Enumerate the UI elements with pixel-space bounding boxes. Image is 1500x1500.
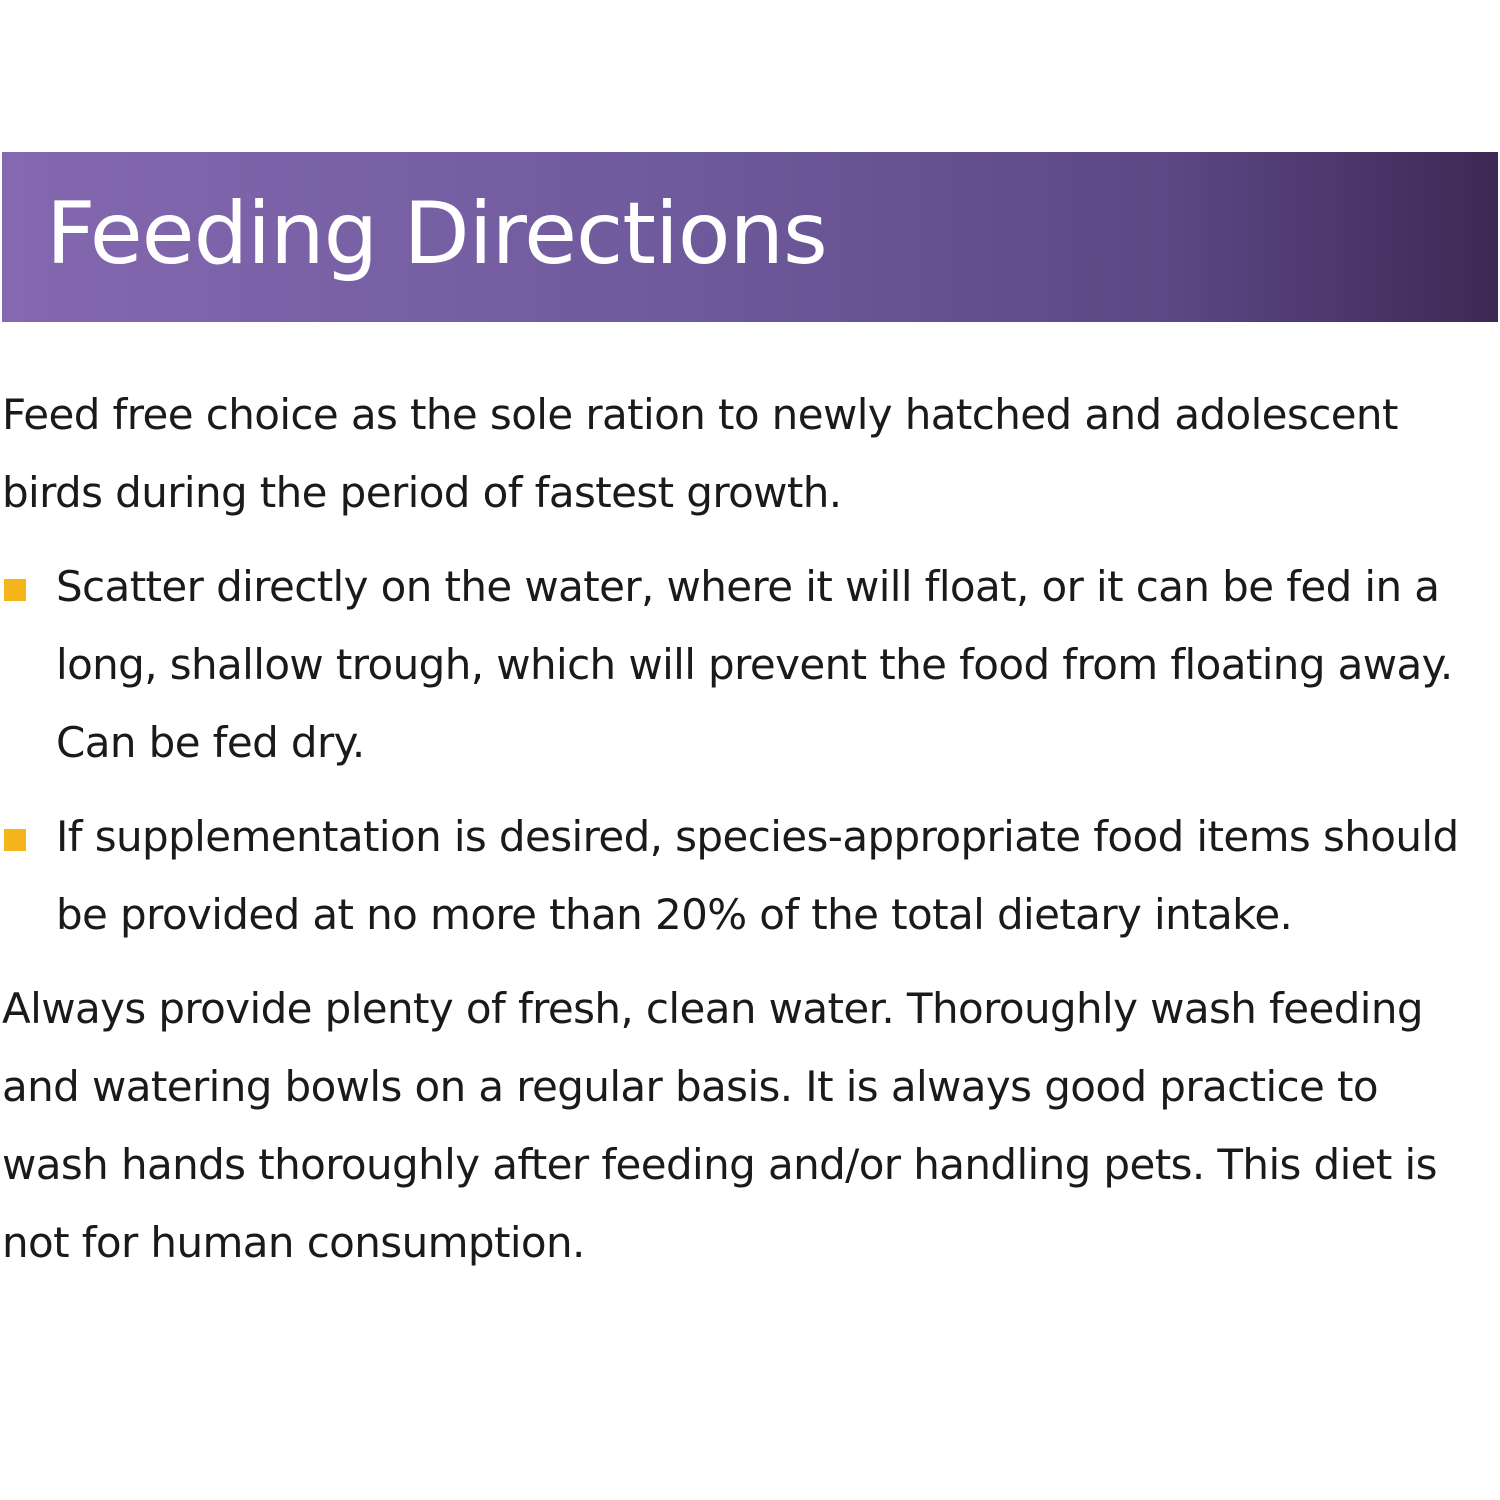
- list-item: [2, 798, 1482, 954]
- directions-content: [2, 376, 1482, 1282]
- list-item: [2, 548, 1482, 782]
- closing-paragraph: Always provide plenty of fresh, clean water. Thoroughly wash feeding and watering bowls on a regular basis. It is always good practice to wash hands thoroughly after feeding and/or handling pets. This diet is not for human consumption.: [2, 984, 1437, 1267]
- header-banner: [2, 152, 1498, 322]
- square-bullet-icon: [4, 579, 26, 601]
- bullet-text: If supplementation is desired, species-appropriate food items should be provided at no more than 20% of the total dietary intake.: [56, 812, 1459, 939]
- intro-paragraph: Feed free choice as the sole ration to newly hatched and adolescent birds during the period of fastest growth.: [2, 390, 1398, 517]
- square-bullet-icon: [4, 829, 26, 851]
- page-title: Feeding Directions: [46, 184, 827, 284]
- bullet-list: [2, 548, 1482, 954]
- bullet-text: Scatter directly on the water, where it will float, or it can be fed in a long, shallow trough, which will prevent the food from floating away. Can be fed dry.: [56, 562, 1453, 767]
